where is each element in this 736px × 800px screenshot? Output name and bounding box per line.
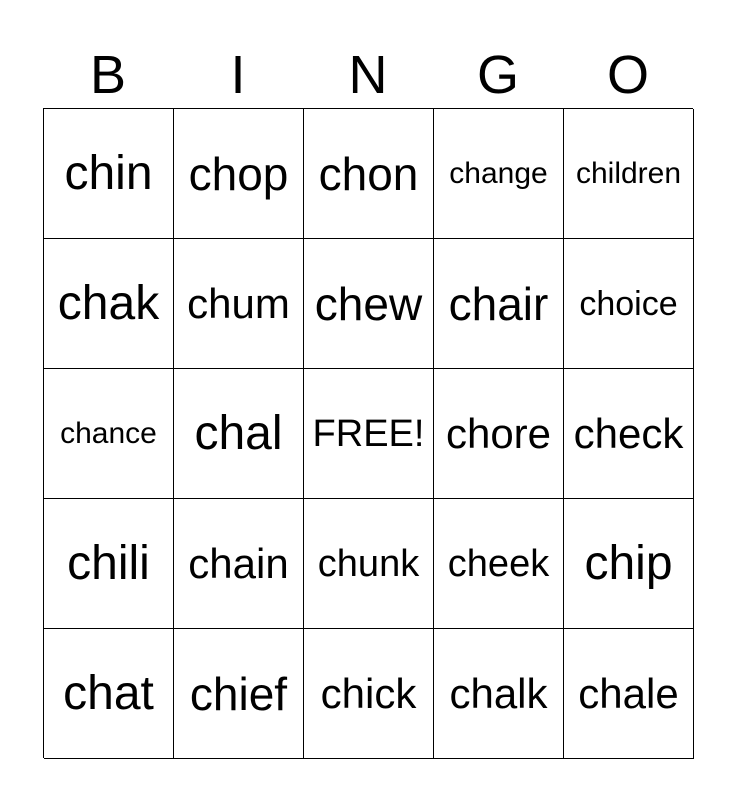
- bingo-cell[interactable]: [174, 239, 304, 369]
- bingo-cell[interactable]: [304, 239, 434, 369]
- cell-word: chum: [187, 279, 290, 327]
- bingo-cell[interactable]: [434, 499, 564, 629]
- free-space-label: FREE!: [312, 412, 425, 455]
- cell-word: chale: [578, 669, 679, 717]
- bingo-cell[interactable]: [564, 369, 694, 499]
- bingo-cell[interactable]: [564, 629, 694, 759]
- bingo-cell[interactable]: [174, 629, 304, 759]
- cell-word: chat: [63, 666, 154, 720]
- cell-word: chain: [188, 539, 289, 587]
- bingo-cell[interactable]: [174, 499, 304, 629]
- bingo-cell[interactable]: [564, 239, 694, 369]
- cell-word: cheek: [447, 542, 550, 585]
- bingo-cell[interactable]: [434, 109, 564, 239]
- bingo-header: [43, 44, 693, 108]
- bingo-cell[interactable]: [44, 499, 174, 629]
- bingo-cell[interactable]: [434, 369, 564, 499]
- cell-word: chair: [448, 277, 549, 330]
- bingo-cell[interactable]: [44, 369, 174, 499]
- cell-word: chew: [314, 277, 423, 330]
- bingo-cell[interactable]: [434, 629, 564, 759]
- bingo-cell[interactable]: [304, 499, 434, 629]
- bingo-cell[interactable]: [564, 499, 694, 629]
- free-space-cell[interactable]: [304, 369, 434, 499]
- bingo-cell[interactable]: [174, 369, 304, 499]
- cell-word: chon: [318, 147, 419, 200]
- bingo-cell[interactable]: [304, 109, 434, 239]
- bingo-cell[interactable]: [434, 239, 564, 369]
- cell-word: check: [573, 409, 684, 457]
- header-letter-n: N: [348, 45, 388, 105]
- cell-word: chief: [189, 667, 288, 720]
- cell-word: chak: [57, 276, 160, 330]
- cell-word: choice: [579, 284, 678, 323]
- bingo-cell[interactable]: [44, 109, 174, 239]
- cell-word: chop: [188, 147, 289, 200]
- cell-word: chin: [64, 146, 153, 200]
- bingo-cell[interactable]: [174, 109, 304, 239]
- bingo-cell[interactable]: [304, 629, 434, 759]
- cell-word: change: [449, 156, 548, 190]
- cell-word: chick: [320, 669, 417, 717]
- header-letter-g: G: [476, 45, 519, 105]
- bingo-cell[interactable]: [564, 109, 694, 239]
- cell-word: chili: [67, 536, 150, 590]
- cell-word: chalk: [449, 669, 548, 717]
- header-letter-i: I: [230, 45, 246, 105]
- cell-word: chal: [194, 406, 283, 460]
- cell-word: chunk: [317, 542, 420, 585]
- cell-word: chip: [584, 536, 673, 590]
- header-letter-o: O: [606, 45, 649, 105]
- bingo-cell[interactable]: [44, 239, 174, 369]
- bingo-cell[interactable]: [44, 629, 174, 759]
- cell-word: chore: [445, 409, 552, 457]
- bingo-board: [43, 108, 693, 758]
- header-letter-b: B: [89, 45, 127, 105]
- cell-word: chance: [60, 416, 157, 450]
- cell-word: children: [575, 156, 682, 190]
